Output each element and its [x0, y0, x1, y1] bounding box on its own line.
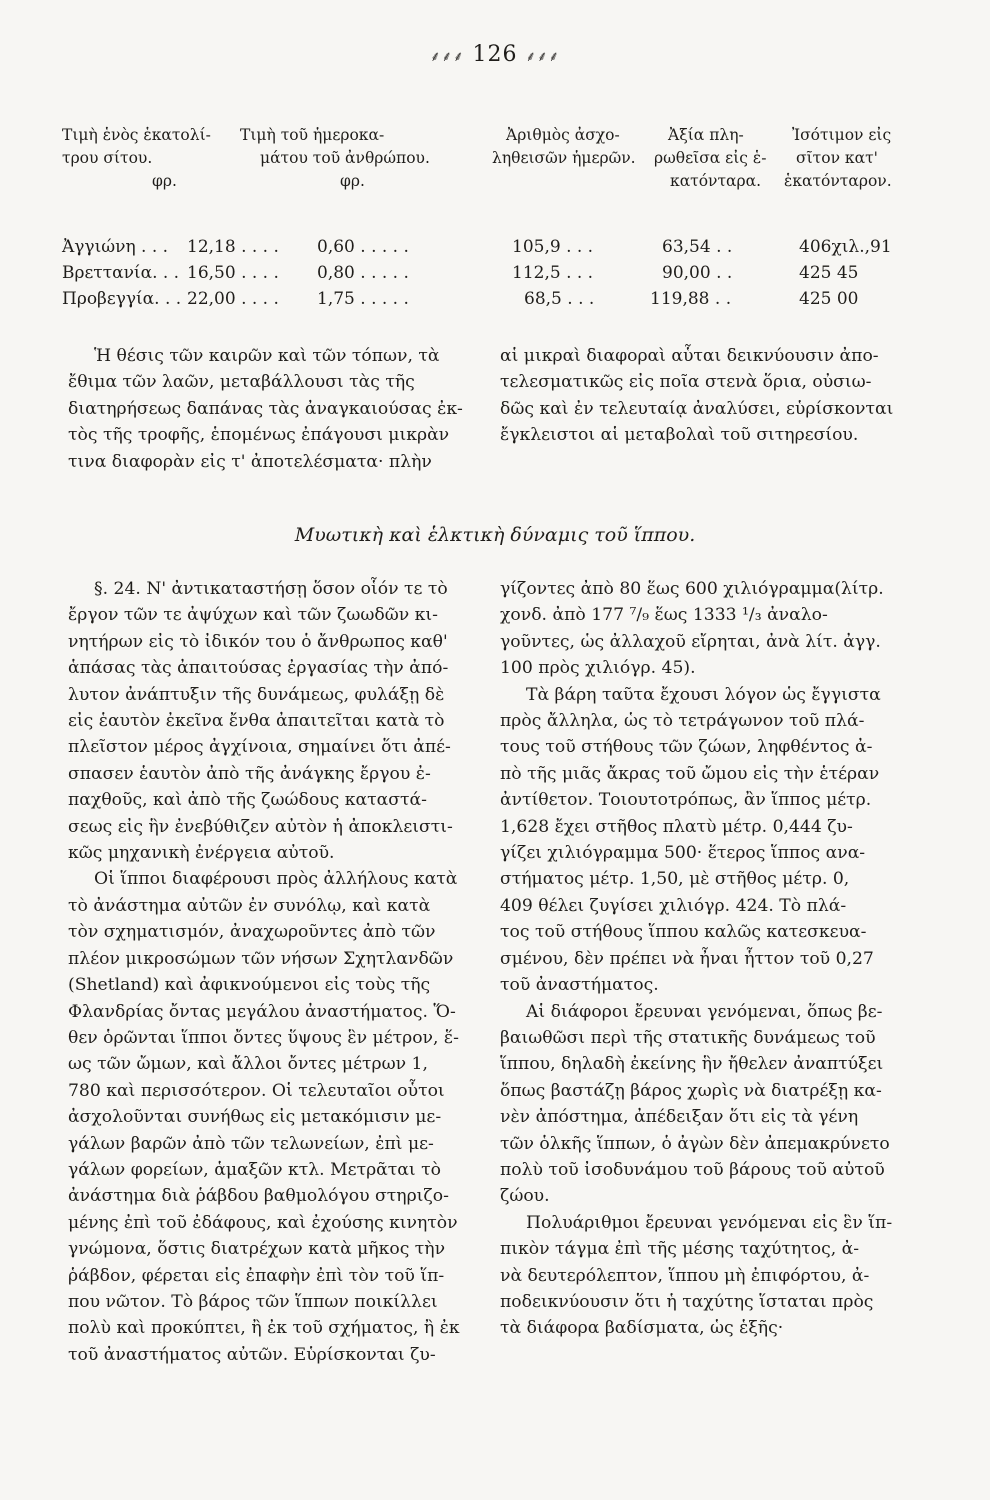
left-column: [68, 576, 468, 1368]
header-line: σῖτον κατ': [796, 149, 878, 167]
cell: 105,9 . . .: [512, 237, 594, 257]
cell: 90,00 . .: [662, 263, 733, 283]
text-line: σπασεν ἑαυτὸν ἀπὸ τῆς ἀνάγκης ἔργου ἐ-: [68, 763, 431, 784]
text-line: σεως εἰς ἣν ἐνεβύθιζεν αὐτὸν ἡ ἀποκλειστι-: [68, 816, 453, 837]
text-line: ἔθιμα τῶν λαῶν, μεταβάλλουσι τὰς τῆς: [68, 372, 415, 393]
text-line: ἀντίθετον. Τοιουτοτρόπως, ἂν ἵππος μέτρ.: [500, 790, 872, 811]
text-line: ἀσχολοῦνται συνήθως εἰς μετακόμισιν με-: [68, 1107, 442, 1128]
cell: 119,88 . .: [650, 289, 732, 309]
text-line: ἔγκλειστοι αἱ μεταβολαὶ τοῦ σιτηρεσίου.: [500, 425, 859, 446]
text-line: 409 θέλει ζυγίσει χιλιόγρ. 424. Τὸ πλά-: [500, 895, 847, 916]
intro-left-column: [68, 343, 468, 475]
section-heading: Μυωτικὴ καὶ ἑλκτικὴ δύναμις τοῦ ἵππου.: [294, 524, 696, 546]
text-line: βαιωθῶσι περὶ τῆς στατικῆς δυνάμεως τοῦ: [500, 1027, 876, 1048]
text-line: ζώου.: [500, 1186, 550, 1207]
text-line: θεν ὁρῶνται ἵπποι ὄντες ὕψους ἓν μέτρον, ἕ-: [68, 1027, 459, 1048]
text-line: γνώμονα, ὅστις διατρέχων κατὰ μῆκος τὴν: [68, 1239, 446, 1260]
header-unit: ἑκατόνταρον.: [784, 172, 892, 190]
text-line: τὸ ἀνάστημα αὐτῶν ἐν συνόλῳ, καὶ κατὰ: [68, 895, 431, 916]
cell: 425 45: [799, 263, 859, 283]
text-line: γίζοντες ἀπὸ 80 ἕως 600 χιλιόγραμμα(λίτρ.: [500, 579, 884, 599]
cell: 1,75 . . . . .: [317, 289, 409, 309]
header-line: μάτου τοῦ ἀνθρώπου.: [260, 149, 430, 167]
text-line: πολὺ καὶ προκύπτει, ἢ ἐκ τοῦ σχήματος, ἢ ἐκ: [68, 1318, 460, 1339]
header-line: Τιμὴ τοῦ ἡμεροκα-: [240, 126, 385, 144]
header-line: Ἀριθμὸς ἀσχο-: [506, 126, 620, 144]
text-line: Αἱ διάφοροι ἔρευναι γενόμεναι, ὅπως βε-: [526, 1001, 883, 1022]
text-line: τοῦ ἀναστήματος αὐτῶν. Εὑρίσκονται ζυ-: [68, 1344, 436, 1365]
text-line: παχθοῦς, καὶ ἀπὸ τῆς ζωώδους καταστά-: [68, 790, 427, 811]
row-label: Ἀγγιώνη . . .: [62, 237, 169, 257]
text-line: κῶς μηχανικὴ ἐνέργεια αὐτοῦ.: [68, 843, 335, 864]
text-line: τελεσματικῶς εἰς ποῖα στενὰ ὅρια, οὐσιω-: [500, 372, 872, 393]
paragraph: [500, 682, 905, 999]
cell: 0,80 . . . . .: [317, 263, 409, 283]
text-line: γάλων βαρῶν ἀπὸ τῶν τελωνείων, ἐπὶ με-: [68, 1133, 434, 1154]
table-header: [62, 124, 910, 219]
intro-right-column: [500, 343, 900, 449]
column-header-wheat-equivalent: [784, 124, 914, 193]
paragraph: [500, 1210, 905, 1342]
page-number-value: 126: [472, 42, 518, 67]
cell: 22,00 . . . .: [187, 289, 279, 309]
text-line: 100 πρὸς χιλιόγρ. 45).: [500, 658, 696, 679]
text-line: (Shetland) καὶ ἀφικνούμενοι εἰς τοὺς τῆς: [68, 975, 431, 996]
text-line: πικὸν τάγμα ἐπὶ τῆς μέσης ταχύτητος, ἀ-: [500, 1239, 860, 1260]
text-line: τὸς τῆς τροφῆς, ἑπομένως ἐπάγουσι μικρὰν: [68, 425, 450, 446]
text-line: εἰς ἑαυτὸν ἐκεῖνα ἔνθα ἀπαιτεῖται κατὰ τὸ: [68, 711, 445, 732]
text-line: λυτον ἀνάπτυξιν τῆς δυνάμεως, φυλάξῃ δὲ: [68, 684, 445, 705]
cell: 63,54 . .: [662, 237, 733, 257]
cell: 425 00: [799, 289, 859, 309]
text-line: πρὸς ἄλληλα, ὡς τὸ τετράγωνον τοῦ πλά-: [500, 711, 865, 732]
text-line: στήματος μέτρ. 1,50, μὲ στῆθος μέτρ. 0,: [500, 869, 850, 890]
page-number: [0, 42, 990, 67]
right-column: [500, 576, 905, 1342]
text-line: γοῦντες, ὡς ἀλλαχοῦ εἴρηται, ἀνὰ λίτ. ἀγγ.: [500, 631, 881, 652]
ornament-left: ⸙⸙⸙: [430, 49, 465, 65]
cell: 16,50 . . . .: [187, 263, 279, 283]
text-line: τοῦ ἀναστήματος.: [500, 975, 659, 996]
text-line: πλεῖστον μέρος ἀγχίνοια, σημαίνει ὅτι ἀπέ-: [68, 737, 451, 758]
text-line: τος τοῦ στήθους ἵππου καλῶς κατεσκευα-: [500, 922, 867, 943]
ornament-right: ⸙⸙⸙: [525, 49, 560, 65]
text-line: διατηρήσεως δαπάνας τὰς ἀναγκαιούσας ἐκ-: [68, 398, 463, 419]
text-line: χονδ. ἀπὸ 177 ⁷/₉ ἕως 1333 ¹/₃ ἀναλο-: [500, 605, 828, 626]
text-line: σμένου, δὲν πρέπει νὰ ἦναι ἧττον τοῦ 0,27: [500, 948, 874, 969]
text-line: πὸ τῆς μιᾶς ἄκρας τοῦ ὤμου εἰς τὴν ἑτέραν: [500, 763, 880, 784]
header-unit: κατόνταρα.: [670, 172, 762, 190]
text-line: πλέον μικροσώμων τῶν νήσων Σχητλανδῶν: [68, 948, 454, 969]
cell: 112,5 . . .: [512, 263, 594, 283]
text-line: μένης ἐπὶ τοῦ ἐδάφους, καὶ ἐχούσης κινητὸν: [68, 1212, 458, 1233]
row-label: Βρεττανία. . .: [62, 263, 180, 283]
text-line: ἵππου, δηλαδὴ ἐκείνης ἣν ἤθελεν ἀναπτύξει: [500, 1054, 884, 1075]
text-line: δῶς καὶ ἐν τελευταίᾳ ἀναλύσει, εὑρίσκονται: [500, 398, 894, 419]
header-line: Τιμὴ ἑνὸς ἑκατολί-: [62, 126, 211, 144]
text-line: Οἱ ἵπποι διαφέρουσι πρὸς ἀλλήλους κατὰ: [94, 869, 458, 890]
text-line: Ἡ θέσις τῶν καιρῶν καὶ τῶν τόπων, τὰ: [94, 346, 440, 366]
text-line: γάλων φορείων, ἁμαξῶν κτλ. Μετρᾶται τὸ: [68, 1159, 441, 1180]
header-line: Ἰσότιμον εἰς: [792, 126, 892, 144]
header-line: ρωθεῖσα εἰς ἑ-: [654, 149, 767, 167]
cell: 0,60 . . . . .: [317, 237, 409, 257]
text-line: ὅπως βαστάζῃ βάρος χωρὶς νὰ διατρέξῃ κα-: [500, 1080, 882, 1101]
text-line: πολὺ τοῦ ἰσοδυνάμου τοῦ βάρους τοῦ αὐτοῦ: [500, 1159, 885, 1180]
text-line: ἀνάστημα διὰ ῥάβδου βαθμολόγου στηριζο-: [68, 1186, 449, 1207]
table-row: [62, 286, 910, 312]
paragraph: [68, 576, 468, 866]
text-line: ποδεικνύουσιν ὅτι ἡ ταχύτης ἵσταται πρὸς: [500, 1291, 874, 1312]
text-line: ἁπάσας τὰς ἀπαιτούσας ἐργασίας τὴν ἀπό-: [68, 658, 449, 679]
text-line: Πολυάριθμοι ἔρευναι γενόμεναι εἰς ἓν ἵπ-: [526, 1212, 893, 1233]
text-line: τους τοῦ στήθους τῶν ζώων, ληφθέντος ἀ-: [500, 737, 873, 758]
text-line: ως τῶν ὤμων, καὶ ἄλλοι ὄντες μέτρων 1,: [68, 1054, 428, 1075]
text-line: 780 καὶ περισσότερον. Οἱ τελευταῖοι οὗτοι: [68, 1080, 445, 1101]
paragraph: [68, 866, 468, 1368]
table-row: [62, 234, 910, 260]
text-line: τινα διαφορὰν εἰς τ' ἀποτελέσματα· πλὴν: [68, 451, 432, 472]
paragraph: [500, 576, 905, 682]
text-line: Φλανδρίας ὄντας μεγάλου ἀναστήματος. Ὅ-: [68, 1001, 456, 1022]
row-label: Προβεγγία. . .: [62, 289, 182, 309]
text-line: τὸν σχηματισμόν, ἀναχωροῦντες ἀπὸ τῶν: [68, 922, 436, 943]
header-line: ληθεισῶν ἡμερῶν.: [492, 149, 636, 167]
header-line: Ἀξία πλη-: [668, 126, 744, 144]
header-unit: φρ.: [152, 172, 177, 190]
column-header-days-count: [492, 124, 652, 170]
cell: 12,18 . . . .: [187, 237, 279, 257]
text-line: αἱ μικραὶ διαφοραὶ αὗται δεικνύουσιν ἀπο-: [500, 346, 879, 366]
column-header-value-paid: [654, 124, 784, 193]
header-unit: φρ.: [340, 172, 365, 190]
text-line: 1,628 ἔχει στῆθος πλατὺ μέτρ. 0,444 ζυ-: [500, 816, 853, 837]
cell: 68,5 . . .: [524, 289, 595, 309]
text-line: νὰ δευτερόλεπτον, ἵππου μὴ ἐπιφόρτου, ἀ-: [500, 1265, 870, 1286]
header-line: τρου σίτου.: [62, 149, 153, 167]
text-line: Τὰ βάρη ταῦτα ἔχουσι λόγον ὡς ἔγγιστα: [526, 684, 881, 705]
text-line: τῶν ὁλκῆς ἵππων, ὁ ἀγὼν δὲν ἀπεμακρύνετο: [500, 1133, 890, 1154]
text-line: γίζει χιλιόγραμμα 500· ἕτερος ἵππος ανα-: [500, 843, 866, 864]
text-line: που νῶτον. Τὸ βάρος τῶν ἵππων ποικίλλει: [68, 1291, 438, 1312]
text-line: ῥάβδον, φέρεται εἰς ἐπαφὴν ἐπὶ τὸν τοῦ ἵπ-: [68, 1265, 445, 1286]
text-line: νητήρων εἰς τὸ ἰδικόν του ὁ ἄνθρωπος καθ': [68, 631, 448, 652]
cell: 406χιλ.,91: [799, 237, 892, 257]
column-header-daily-wage: [240, 124, 435, 193]
paragraph: [500, 999, 905, 1210]
text-line: §. 24. Ν' ἀντικαταστήσῃ ὅσον οἷόν τε τὸ: [94, 579, 448, 599]
text-line: ἔργον τῶν τε ἀψύχων καὶ τῶν ζωωδῶν κι-: [68, 605, 438, 626]
table-row: [62, 260, 910, 286]
text-line: τὰ διάφορα βαδίσματα, ὡς ἑξῆς·: [500, 1318, 784, 1339]
column-header-wheat-price: [62, 124, 232, 193]
text-line: νὲν ἀπόστημα, ἀπέδειξαν ὅτι εἰς τὰ γένη: [500, 1107, 859, 1128]
